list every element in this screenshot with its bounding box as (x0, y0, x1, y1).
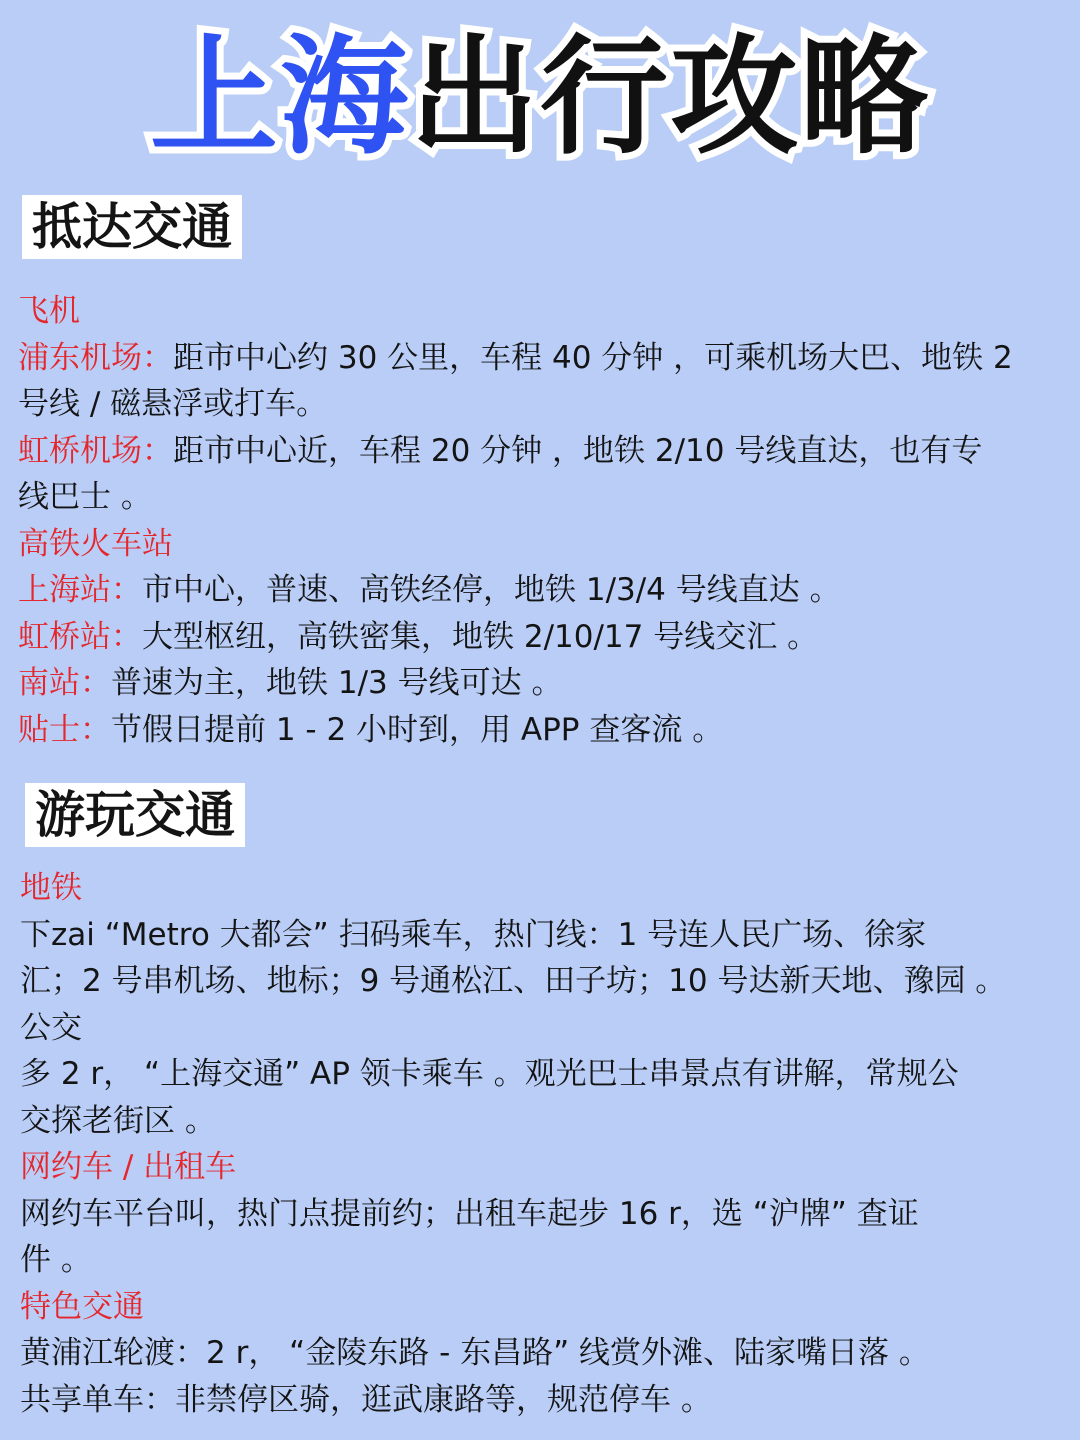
tip-line (18, 707, 1068, 754)
taxi-line-2: 件 。 (20, 1242, 92, 1278)
hongqiao-airport-line-1 (18, 428, 1068, 475)
arrival-section (18, 288, 1068, 753)
hongqiao-airport-text: 距市中心近，车程 20 分钟 ，地铁 2/10 号线直达，也有专 (173, 432, 983, 469)
pudong-airport-line-2: 号线 / 磁悬浮或打车。 (18, 386, 328, 422)
category-metro: 地铁 (20, 870, 82, 906)
hongqiao-airport-label: 虹桥机场： (18, 432, 173, 469)
tip-text: 节假日提前 1 - 2 小时到，用 APP 查客流 。 (111, 711, 724, 748)
taxi-line-1: 网约车平台叫，热门点提前约；出租车起步 16 r，选 “沪牌” 查证 (20, 1195, 919, 1232)
category-plane: 飞机 (18, 293, 80, 329)
shanghai-station-line (18, 567, 1068, 614)
touring-section (20, 865, 1070, 1423)
bus-line-2: 交探老街区 。 (20, 1102, 216, 1139)
shanghai-station-label: 上海站： (18, 572, 142, 608)
hongqiao-airport-line-2: 线巴士 。 (18, 479, 152, 515)
south-station-line (18, 660, 1068, 707)
bus-line-1: 多 2 r， “上海交通” AP 领卡乘车 。观光巴士串景点有讲解，常规公 (20, 1056, 959, 1092)
category-rail: 高铁火车站 (18, 525, 173, 562)
title-highlight: 上海 (149, 23, 410, 172)
special-line-1: 黄浦江轮渡：2 r， “金陵东路 - 东昌路” 线赏外滩、陆家嘴日落 。 (20, 1335, 930, 1371)
section-heading-touring: 游玩交通 (25, 783, 245, 847)
hongqiao-station-label: 虹桥站： (18, 618, 142, 655)
title-rest: 出行攻略 (410, 23, 931, 172)
south-station-label: 南站： (18, 665, 111, 701)
metro-line-1: 下zai “Metro 大都会” 扫码乘车，热门线：1 号连人民广场、徐家 (20, 916, 927, 953)
category-bus: 公交 (20, 1009, 82, 1046)
pudong-airport-text: 距市中心约 30 公里，车程 40 分钟 ，可乘机场大巴、地铁 2 (173, 339, 1013, 376)
category-special: 特色交通 (20, 1288, 144, 1325)
hongqiao-station-line (18, 614, 1068, 661)
category-taxi: 网约车 / 出租车 (20, 1149, 237, 1185)
section-heading-arrival: 抵达交通 (22, 195, 242, 259)
tip-label: 贴士： (18, 711, 111, 748)
page-title (0, 18, 1080, 178)
metro-line-2: 汇；2 号串机场、地标；9 号通松江、田子坊；10 号达新天地、豫园 。 (20, 963, 1007, 999)
pudong-airport-label: 浦东机场： (18, 339, 173, 376)
special-line-2: 共享单车：非禁停区骑，逛武康路等，规范停车 。 (20, 1381, 712, 1418)
pudong-airport-line-1 (18, 335, 1068, 382)
hongqiao-station-text: 大型枢纽，高铁密集，地铁 2/10/17 号线交汇 。 (142, 618, 819, 655)
shanghai-station-text: 市中心，普速、高铁经停，地铁 1/3/4 号线直达 。 (142, 572, 841, 608)
south-station-text: 普速为主，地铁 1/3 号线可达 。 (111, 665, 563, 701)
